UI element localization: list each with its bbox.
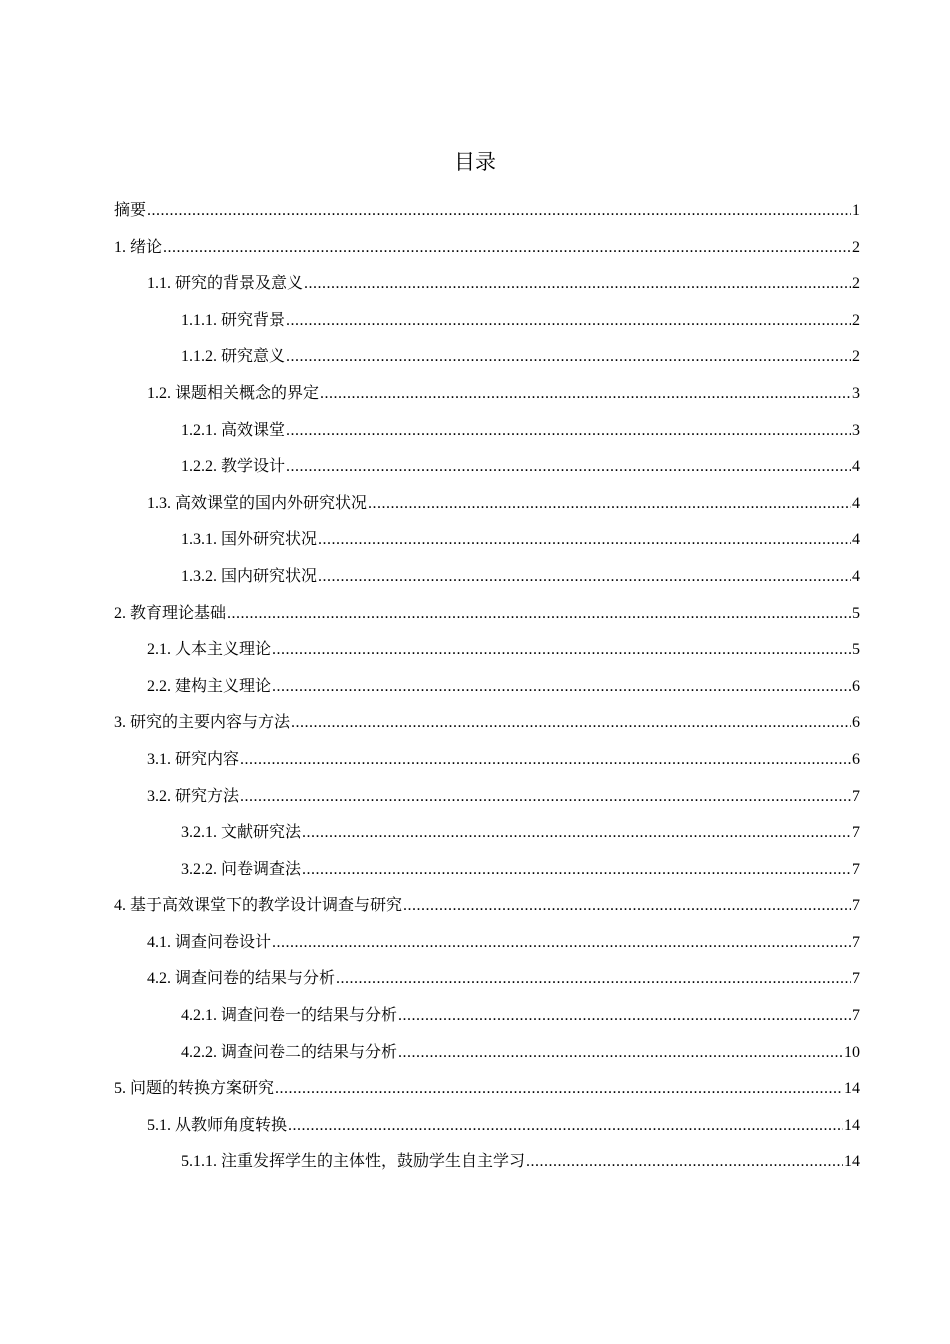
toc-entry-page-number: 14	[844, 1153, 860, 1171]
toc-entry-label: 国内研究状况	[221, 567, 318, 585]
toc-entry-text	[181, 818, 301, 848]
toc-entry-page-number: 3	[852, 421, 860, 439]
toc-entry-number: 5.1.1.	[181, 1153, 217, 1171]
toc-entry-text	[181, 562, 317, 592]
toc-dot-leader	[272, 635, 851, 665]
toc-entry-page-number: 6	[852, 677, 860, 695]
toc-entry[interactable]	[114, 489, 860, 526]
toc-entry-number: 3.2.2.	[181, 860, 217, 878]
toc-entry-label: 研究背景	[221, 311, 286, 329]
toc-entry-text	[147, 928, 271, 958]
toc-dot-leader	[272, 928, 851, 958]
toc-dot-leader	[526, 1147, 843, 1177]
toc-entry-number: 5.	[114, 1080, 126, 1098]
toc-entry-label: 教学设计	[221, 458, 286, 476]
toc-entry-number: 4.1.	[147, 933, 171, 951]
toc-entry[interactable]	[114, 1038, 860, 1075]
toc-entry-page-number: 1	[852, 202, 860, 219]
toc-dot-leader	[275, 1074, 843, 1104]
toc-entry-number: 3.	[114, 714, 126, 732]
toc-dot-leader	[286, 306, 851, 336]
toc-entry-text	[181, 525, 317, 555]
toc-entry-page-number: 10	[844, 1043, 860, 1061]
toc-entry-page-number: 2	[852, 311, 860, 329]
toc-entry-label: 人本主义理论	[175, 641, 272, 659]
toc-entry-label: 绪论	[130, 238, 163, 256]
toc-entry-label: 问卷调查法	[221, 860, 302, 878]
toc-entry[interactable]	[114, 599, 860, 636]
toc-dot-leader	[163, 233, 851, 263]
toc-entry-text	[114, 708, 290, 738]
toc-entry-label: 研究意义	[221, 348, 286, 366]
toc-dot-leader	[147, 196, 851, 226]
toc-entry-page-number: 7	[852, 787, 860, 805]
toc-entry-text	[181, 1001, 397, 1031]
toc-entry-number: 1.3.1.	[181, 531, 217, 549]
toc-list	[114, 196, 860, 1184]
toc-entry-number: 1.2.2.	[181, 458, 217, 476]
toc-dot-leader	[240, 745, 851, 775]
toc-entry-label: 基于高效课堂下的教学设计调查与研究	[130, 897, 403, 915]
toc-entry-number: 1.1.2.	[181, 348, 217, 366]
toc-entry[interactable]	[114, 1147, 860, 1184]
toc-entry-label: 建构主义理论	[175, 677, 272, 695]
toc-entry-page-number: 4	[852, 494, 860, 512]
toc-entry-text	[147, 635, 271, 665]
toc-entry-text	[147, 379, 319, 409]
toc-entry-text	[181, 452, 285, 482]
toc-dot-leader	[286, 342, 851, 372]
toc-dot-leader	[227, 599, 851, 629]
toc-entry[interactable]	[114, 891, 860, 928]
toc-dot-leader	[291, 708, 851, 738]
toc-entry-label: 教育理论基础	[130, 604, 227, 622]
toc-dot-leader	[398, 1038, 843, 1068]
toc-entry[interactable]	[114, 416, 860, 453]
toc-dot-leader	[318, 562, 851, 592]
toc-entry-label: 研究的背景及意义	[175, 275, 304, 293]
toc-entry-text	[181, 855, 301, 885]
toc-entry-page-number: 14	[844, 1116, 860, 1134]
toc-entry-text	[114, 599, 226, 629]
toc-entry[interactable]	[114, 708, 860, 745]
toc-entry-number: 2.1.	[147, 641, 171, 659]
toc-entry[interactable]	[114, 342, 860, 379]
toc-entry-number: 4.2.1.	[181, 1007, 217, 1025]
toc-entry[interactable]	[114, 525, 860, 562]
toc-entry-label: 调查问卷一的结果与分析	[221, 1007, 398, 1025]
toc-entry-page-number: 5	[852, 641, 860, 659]
toc-entry-text	[181, 416, 285, 446]
toc-entry-page-number: 4	[852, 531, 860, 549]
toc-entry-text	[147, 964, 335, 994]
toc-entry[interactable]	[114, 635, 860, 672]
toc-entry-number: 1.2.	[147, 384, 171, 402]
toc-entry-number: 1.1.	[147, 275, 171, 293]
toc-entry-number: 4.2.	[147, 970, 171, 988]
toc-entry-label: 研究方法	[175, 787, 240, 805]
toc-entry-label: 摘要	[114, 202, 147, 219]
toc-entry-text	[147, 782, 239, 812]
toc-entry-text	[181, 1147, 525, 1177]
toc-entry-text	[114, 196, 146, 226]
toc-entry-page-number: 2	[852, 238, 860, 256]
toc-dot-leader	[240, 782, 851, 812]
toc-entry-number: 1.1.1.	[181, 311, 217, 329]
toc-entry-label: 调查问卷设计	[175, 933, 272, 951]
toc-entry-label: 文献研究法	[221, 824, 302, 842]
toc-entry[interactable]	[114, 379, 860, 416]
toc-entry-number: 3.2.	[147, 787, 171, 805]
toc-entry-number: 2.	[114, 604, 126, 622]
toc-entry-number: 2.2.	[147, 677, 171, 695]
toc-entry-number: 1.2.1.	[181, 421, 217, 439]
toc-entry-page-number: 6	[852, 714, 860, 732]
toc-dot-leader	[336, 964, 851, 994]
toc-entry-label: 调查问卷二的结果与分析	[221, 1043, 398, 1061]
toc-entry-text	[147, 489, 367, 519]
toc-entry-label: 问题的转换方案研究	[130, 1080, 275, 1098]
toc-entry[interactable]	[114, 233, 860, 270]
toc-entry-label: 课题相关概念的界定	[175, 384, 320, 402]
toc-entry[interactable]	[114, 562, 860, 599]
toc-entry[interactable]	[114, 672, 860, 709]
toc-entry-page-number: 14	[844, 1080, 860, 1098]
toc-entry-text	[147, 1111, 287, 1141]
toc-dot-leader	[403, 891, 851, 921]
toc-entry-text	[147, 745, 239, 775]
toc-entry-page-number: 7	[852, 897, 860, 915]
toc-entry-label: 研究的主要内容与方法	[130, 714, 291, 732]
toc-entry-page-number: 7	[852, 860, 860, 878]
toc-entry-number: 5.1.	[147, 1116, 171, 1134]
toc-entry-page-number: 6	[852, 750, 860, 768]
toc-entry-number: 4.	[114, 897, 126, 915]
toc-entry-label: 高效课堂的国内外研究状况	[175, 494, 368, 512]
toc-dot-leader	[320, 379, 851, 409]
toc-entry[interactable]	[114, 196, 860, 233]
toc-entry-label: 调查问卷的结果与分析	[175, 970, 336, 988]
toc-entry-page-number: 2	[852, 348, 860, 366]
toc-entry[interactable]	[114, 452, 860, 489]
toc-entry[interactable]	[114, 1111, 860, 1148]
toc-entry-number: 3.2.1.	[181, 824, 217, 842]
toc-entry-page-number: 7	[852, 970, 860, 988]
toc-dot-leader	[272, 672, 851, 702]
toc-dot-leader	[288, 1111, 843, 1141]
toc-entry-text	[114, 1074, 274, 1104]
toc-dot-leader	[304, 269, 851, 299]
toc-entry-number: 1.	[114, 238, 126, 256]
toc-entry[interactable]	[114, 928, 860, 965]
toc-entry-text	[181, 1038, 397, 1068]
toc-entry-number: 3.1.	[147, 750, 171, 768]
toc-entry-label: 注重发挥学生的主体性，鼓励学生自主学习	[221, 1153, 526, 1171]
toc-entry[interactable]	[114, 964, 860, 1001]
toc-entry-text	[181, 306, 285, 336]
toc-entry-page-number: 4	[852, 567, 860, 585]
toc-entry[interactable]	[114, 782, 860, 819]
toc-entry[interactable]	[114, 745, 860, 782]
toc-entry-page-number: 4	[852, 458, 860, 476]
toc-entry-label: 高效课堂	[221, 421, 286, 439]
toc-entry-page-number: 7	[852, 933, 860, 951]
toc-entry[interactable]	[114, 1001, 860, 1038]
toc-entry-text	[147, 672, 271, 702]
toc-entry-label: 研究内容	[175, 750, 240, 768]
toc-entry-text	[181, 342, 285, 372]
toc-title: 目录	[454, 150, 496, 174]
toc-entry-number: 1.3.	[147, 494, 171, 512]
toc-entry-label: 从教师角度转换	[175, 1116, 288, 1134]
toc-entry-page-number: 3	[852, 384, 860, 402]
toc-entry-page-number: 2	[852, 275, 860, 293]
toc-entry-text	[114, 891, 402, 921]
toc-entry-page-number: 7	[852, 1007, 860, 1025]
toc-entry[interactable]	[114, 306, 860, 343]
toc-dot-leader	[302, 855, 851, 885]
toc-entry-label: 国外研究状况	[221, 531, 318, 549]
toc-entry-page-number: 5	[852, 604, 860, 622]
toc-dot-leader	[286, 416, 851, 446]
toc-entry-number: 4.2.2.	[181, 1043, 217, 1061]
toc-dot-leader	[368, 489, 851, 519]
toc-entry-text	[147, 269, 303, 299]
toc-entry-number: 1.3.2.	[181, 567, 217, 585]
toc-entry-text	[114, 233, 162, 263]
toc-dot-leader	[286, 452, 851, 482]
toc-dot-leader	[318, 525, 851, 555]
toc-entry[interactable]	[114, 855, 860, 892]
toc-entry-page-number: 7	[852, 824, 860, 842]
toc-dot-leader	[398, 1001, 851, 1031]
toc-dot-leader	[302, 818, 851, 848]
toc-entry[interactable]	[114, 269, 860, 306]
toc-entry[interactable]	[114, 818, 860, 855]
toc-entry[interactable]	[114, 1074, 860, 1111]
